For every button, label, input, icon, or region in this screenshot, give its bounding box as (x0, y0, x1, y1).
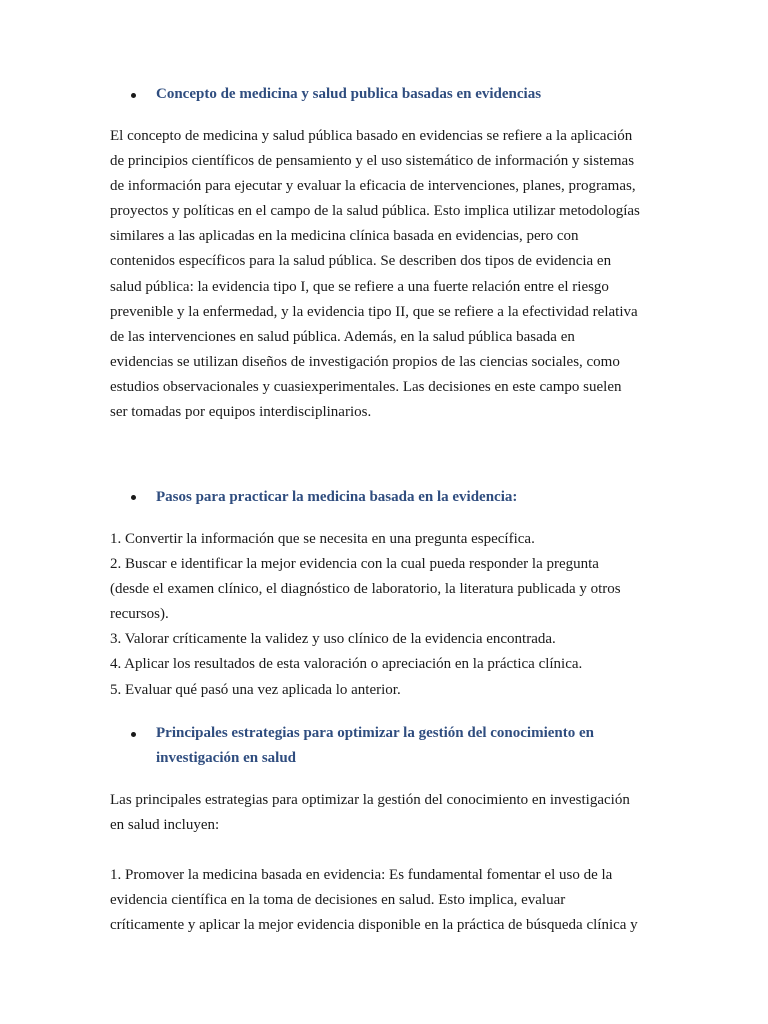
section-heading-pasos: Pasos para practicar la medicina basada en la evidencia: (156, 489, 518, 505)
section-body-concepto (110, 124, 658, 425)
text-line: en salud incluyen: (110, 817, 220, 834)
text-line: ser tomadas por equipos interdisciplinarios. (110, 404, 372, 421)
list-item: 2. Buscar e identificar la mejor evidencia con la cual pueda responder la pregunta (110, 556, 599, 573)
text-line: evidencias se utilizan diseños de investigación propios de las ciencias sociales, como (110, 353, 620, 370)
steps-list (110, 527, 658, 703)
text-line: críticamente y aplicar la mejor evidencia disponible en la práctica de búsqueda clínica y (110, 917, 638, 934)
heading-line: Principales estrategias para optimizar la gestión del conocimiento en (156, 725, 594, 741)
text-line: similares a las aplicadas en la medicina clínica basada en evidencias, pero con (110, 228, 579, 245)
text-line: El concepto de medicina y salud pública basado en evidencias se refiere a la aplicación (110, 128, 633, 144)
bullet-icon (131, 495, 139, 503)
list-item-continuation: recursos). (110, 606, 169, 623)
list-item: 4. Aplicar los resultados de esta valoración o apreciación en la práctica clínica. (110, 656, 583, 673)
text-line: de principios científicos de pensamiento y el uso sistemático de información y sistemas (110, 153, 635, 170)
text-line: evidencia científica en la toma de decisiones en salud. Esto implica, evaluar (110, 892, 566, 909)
heading-line: investigación en salud (156, 750, 297, 766)
text-line: 1. Promover la medicina basada en evidencia: Es fundamental fomentar el uso de la (110, 867, 613, 883)
text-line: prevenible y la enfermedad, y la evidencia tipo II, que se refiere a la efectividad relativa (110, 303, 638, 320)
section-heading-estrategias (156, 721, 626, 771)
list-item: 1. Convertir la información que se necesita en una pregunta específica. (110, 531, 535, 547)
section-item-estrategias (110, 863, 658, 938)
text-line: salud pública: la evidencia tipo I, que se refiere a una fuerte relación entre el riesgo (110, 278, 609, 295)
text-line: de información para ejecutar y evaluar la eficacia de intervenciones, planes, programas, (110, 178, 636, 195)
text-line: contenidos específicos para la salud pública. Se describen dos tipos de evidencia en (110, 253, 612, 270)
bullet-icon (131, 732, 139, 740)
bullet-icon (131, 93, 139, 101)
text-line: proyectos y políticas en el campo de la salud pública. Esto implica utilizar metodologías (110, 203, 640, 220)
section-intro-estrategias (110, 788, 658, 838)
section-heading-concepto: Concepto de medicina y salud publica basadas en evidencias (156, 86, 542, 102)
list-item: 5. Evaluar qué pasó una vez aplicada lo anterior. (110, 681, 401, 698)
list-item-continuation: (desde el examen clínico, el diagnóstico de laboratorio, la literatura publicada y otros (110, 581, 621, 598)
text-line: estudios observacionales y cuasiexperimentales. Las decisiones en este campo suelen (110, 378, 622, 395)
text-line: Las principales estrategias para optimizar la gestión del conocimiento en investigación (110, 792, 630, 808)
text-line: de las intervenciones en salud pública. Además, en la salud pública basada en (110, 328, 575, 345)
list-item: 3. Valorar críticamente la validez y uso clínico de la evidencia encontrada. (110, 631, 556, 648)
